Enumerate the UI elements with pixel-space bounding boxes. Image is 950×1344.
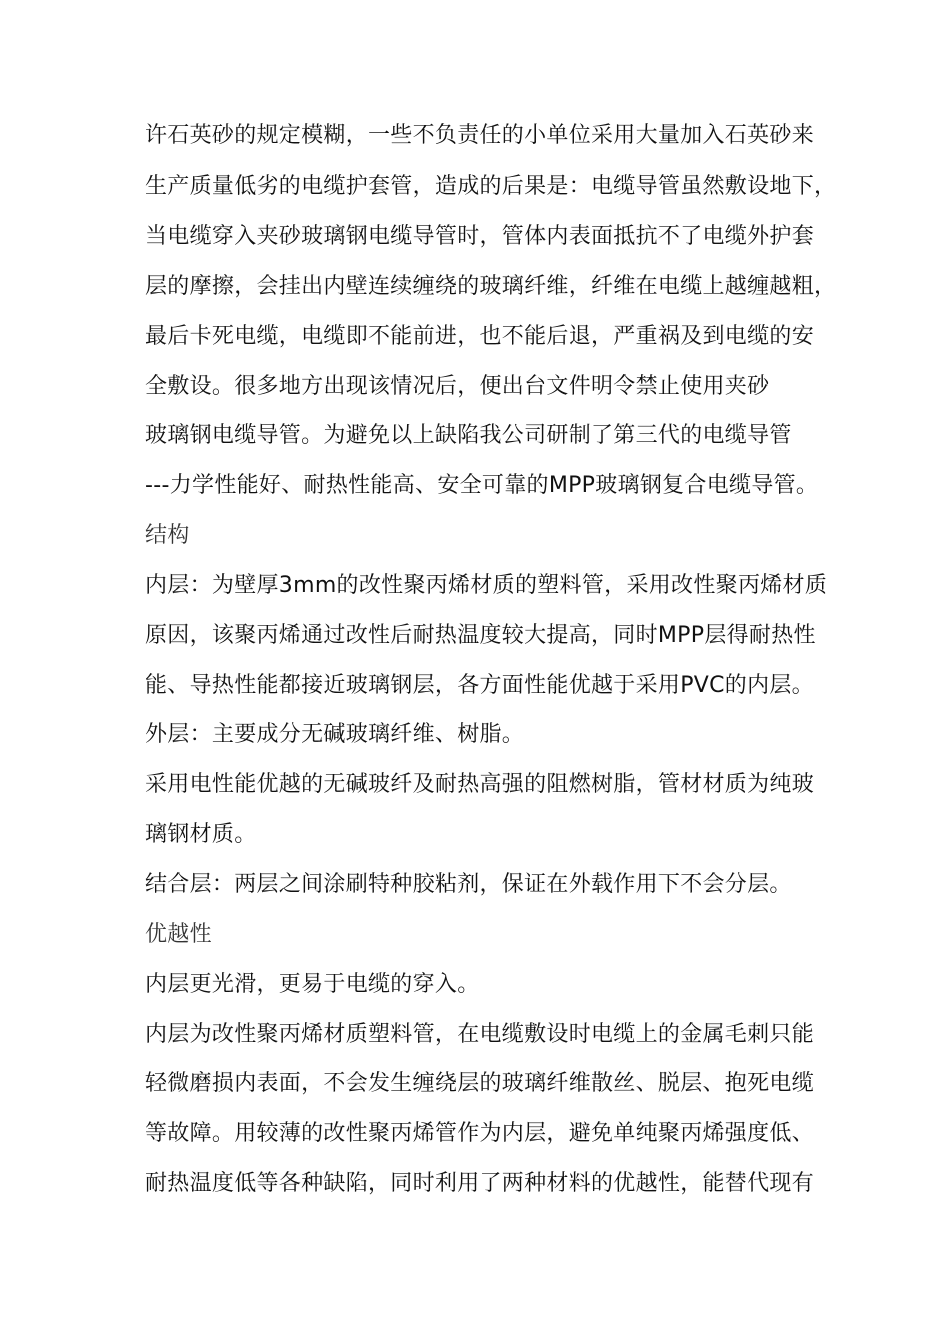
paragraph-line: ---力学性能好、耐热性能高、安全可靠的MPP玻璃钢复合电缆导管。 <box>145 473 819 498</box>
paragraph-line: 耐热温度低等各种缺陷，同时利用了两种材料的优越性，能替代现有 <box>145 1171 815 1196</box>
paragraph-line: 采用电性能优越的无碱玻纤及耐热高强的阻燃树脂，管材材质为纯玻 <box>145 772 815 797</box>
paragraph-line: 层的摩擦，会挂出内壁连续缠绕的玻璃纤维，纤维在电缆上越缠越粗， <box>145 274 837 299</box>
paragraph-line: 等故障。用较薄的改性聚丙烯管作为内层，避免单纯聚丙烯强度低、 <box>145 1121 815 1146</box>
paragraph-line: 能、导热性能都接近玻璃钢层，各方面性能优越于采用PVC的内层。 <box>145 673 814 698</box>
paragraph-line: 玻璃钢电缆导管。为避免以上缺陷我公司研制了第三代的电缆导管 <box>145 423 792 448</box>
paragraph-line: 当电缆穿入夹砂玻璃钢电缆导管时，管体内表面抵抗不了电缆外护套 <box>145 224 815 249</box>
paragraph-line: 全敷设。很多地方出现该情况后，便出台文件明令禁止使用夹砂 <box>145 374 770 399</box>
paragraph-line: 轻微磨损内表面，不会发生缠绕层的玻璃纤维散丝、脱层、抱死电缆 <box>145 1071 815 1096</box>
paragraph-line: 许石英砂的规定模糊，一些不负责任的小单位采用大量加入石英砂来 <box>145 123 815 148</box>
paragraph-line: 璃钢材质。 <box>145 822 257 847</box>
paragraph-line: 原因，该聚丙烯通过改性后耐热温度较大提高，同时MPP层得耐热性 <box>145 623 816 648</box>
section-heading-structure: 结构 <box>145 523 190 548</box>
paragraph-line: 外层：主要成分无碱玻璃纤维、树脂。 <box>145 722 525 747</box>
paragraph-line: 内层：为壁厚3mm的改性聚丙烯材质的塑料管，采用改性聚丙烯材质 <box>145 573 828 598</box>
paragraph-line: 最后卡死电缆，电缆即不能前进，也不能后退，严重祸及到电缆的安 <box>145 324 815 349</box>
paragraph-line: 生产质量低劣的电缆护套管，造成的后果是：电缆导管虽然敷设地下， <box>145 174 837 199</box>
paragraph-line: 结合层：两层之间涂刷特种胶粘剂，保证在外载作用下不会分层。 <box>145 872 792 897</box>
paragraph-line: 内层更光滑，更易于电缆的穿入。 <box>145 972 480 997</box>
section-heading-advantages: 优越性 <box>145 922 212 947</box>
paragraph-line: 内层为改性聚丙烯材质塑料管，在电缆敷设时电缆上的金属毛刺只能 <box>145 1022 815 1047</box>
